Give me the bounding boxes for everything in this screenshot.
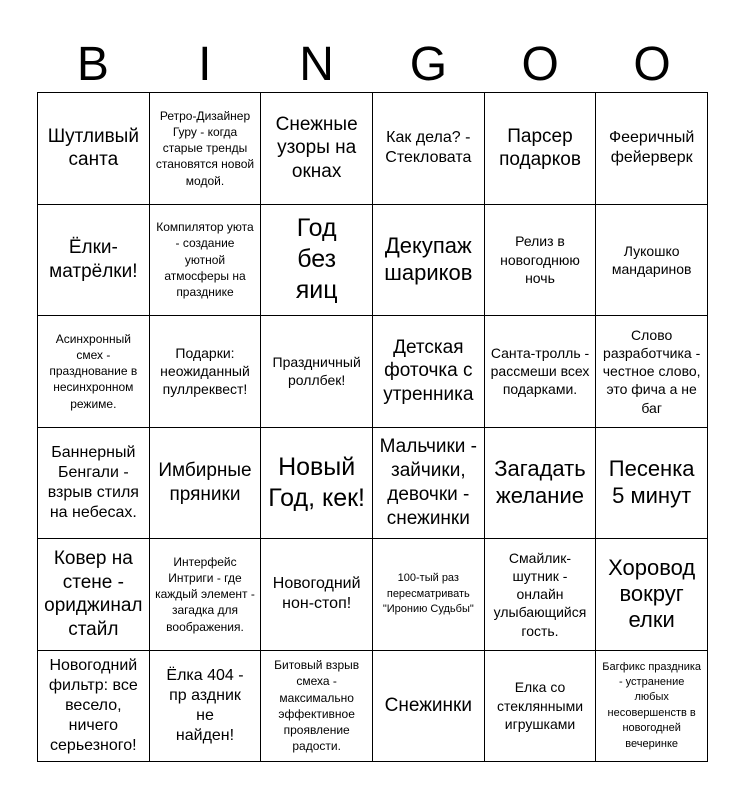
bingo-cell[interactable]: [373, 93, 485, 205]
bingo-cell[interactable]: [38, 93, 150, 205]
cell-text: Санта-тролль - рассмеши всех подарками.: [490, 344, 590, 398]
cell-text: Парсер подарков: [499, 125, 581, 171]
header-letter-i: I: [198, 38, 212, 91]
cell-text: Детская фоточка с утренника: [383, 336, 474, 406]
bingo-cell[interactable]: [150, 316, 262, 428]
cell-text: Компилятор уюта - создание уютной атмосферы на празднике: [156, 220, 254, 300]
bingo-cell[interactable]: [596, 651, 708, 763]
bingo-cell[interactable]: [261, 428, 373, 540]
cell-text: Год без яиц: [295, 213, 338, 305]
cell-text: Ёлка 404 - пр аздник не найден!: [166, 666, 244, 744]
cell-text: Ковер на стене - ориджинал стайл: [44, 547, 143, 640]
cell-text: Хоровод вокруг елки: [608, 554, 696, 633]
bingo-cell[interactable]: [596, 316, 708, 428]
cell-text: 100-тый раз пересматривать "Иронию Судьбы": [382, 572, 474, 615]
cell-text: Как дела? - Стекловата: [385, 129, 472, 167]
cell-text: Битовый взрыв смеха - максимально эффективное проявление радости.: [274, 658, 360, 754]
bingo-cell[interactable]: [261, 316, 373, 428]
cell-text: Декупаж шариков: [384, 233, 473, 285]
cell-text: Смайлик-шутник - онлайн улыбающийся гость.: [493, 549, 587, 639]
cell-text: Мальчики - зайчики, девочки - снежинки: [379, 436, 477, 529]
bingo-cell[interactable]: [485, 205, 597, 317]
bingo-cell[interactable]: [38, 205, 150, 317]
cell-text: Ёлки-матрёлки!: [49, 237, 138, 282]
bingo-cell[interactable]: [373, 205, 485, 317]
bingo-cell[interactable]: [596, 205, 708, 317]
bingo-cell[interactable]: [150, 539, 262, 651]
cell-text: Интерфейс Интриги - где каждый элемент - загадка для воображения.: [155, 554, 255, 634]
header-letter-o-2: O: [633, 38, 671, 91]
bingo-cell[interactable]: [596, 428, 708, 540]
bingo-cell[interactable]: [596, 93, 708, 205]
cell-text: Багфикс праздника - устранение любых несовершенств в новогодней вечеринке: [602, 660, 702, 750]
cell-text: Новый Год, кек!: [268, 452, 366, 512]
cell-text: Лукошко мандаринов: [611, 242, 692, 277]
bingo-cell[interactable]: [150, 205, 262, 317]
bingo-cell[interactable]: [485, 428, 597, 540]
cell-text: Подарки: неожиданный пуллреквест!: [160, 344, 250, 398]
bingo-cell[interactable]: [150, 651, 262, 763]
bingo-cell[interactable]: [261, 205, 373, 317]
bingo-cell[interactable]: [373, 539, 485, 651]
bingo-cell[interactable]: [38, 651, 150, 763]
cell-text: Асинхронный смех - празднование в несинхронном режиме.: [49, 331, 138, 411]
bingo-cell[interactable]: [485, 93, 597, 205]
cell-text: Снежные узоры на окнах: [275, 113, 358, 183]
bingo-cell[interactable]: [261, 539, 373, 651]
bingo-cell[interactable]: [150, 428, 262, 540]
cell-text: Елка со стеклянными игрушками: [496, 679, 584, 732]
bingo-cell[interactable]: [485, 316, 597, 428]
bingo-cell[interactable]: [373, 651, 485, 763]
cell-text: Праздничный роллбек!: [272, 354, 361, 389]
header-letter-o: O: [521, 38, 559, 91]
header-letter-n: N: [299, 38, 334, 91]
cell-text: Ретро-Дизайнер Гуру - когда старые тренды становятся новой модой.: [155, 108, 255, 188]
cell-text: Слово разработчика - честное слово, это фича а не баг: [602, 326, 701, 416]
cell-text: Баннерный Бенгали - взрыв стиля на небесах.: [47, 443, 139, 521]
cell-text: Релиз в новогоднюю ночь: [500, 233, 580, 286]
bingo-cell[interactable]: [38, 539, 150, 651]
bingo-cell[interactable]: [261, 93, 373, 205]
bingo-cell[interactable]: [596, 539, 708, 651]
cell-text: Имбирные пряники: [158, 460, 252, 505]
cell-text: Снежинки: [384, 694, 472, 716]
bingo-cell[interactable]: [485, 539, 597, 651]
bingo-header: [37, 38, 708, 92]
cell-text: Песенка 5 минут: [608, 456, 695, 508]
bingo-cell[interactable]: [261, 651, 373, 763]
cell-text: Загадать желание: [494, 456, 586, 508]
cell-text: Новогодний нон-стоп!: [272, 575, 361, 613]
cell-text: Новогодний фильтр: все весело, ничего серьезного!: [48, 656, 138, 754]
bingo-cell[interactable]: [150, 93, 262, 205]
header-letter-b: B: [76, 38, 109, 91]
header-letter-g: G: [409, 38, 448, 91]
cell-text: Фееричный фейерверк: [608, 129, 695, 167]
bingo-cell[interactable]: [38, 428, 150, 540]
bingo-cell[interactable]: [373, 428, 485, 540]
bingo-cell[interactable]: [38, 316, 150, 428]
bingo-cell[interactable]: [373, 316, 485, 428]
bingo-cell[interactable]: [485, 651, 597, 763]
bingo-grid: [37, 92, 708, 762]
cell-text: Шутливый санта: [47, 125, 139, 171]
